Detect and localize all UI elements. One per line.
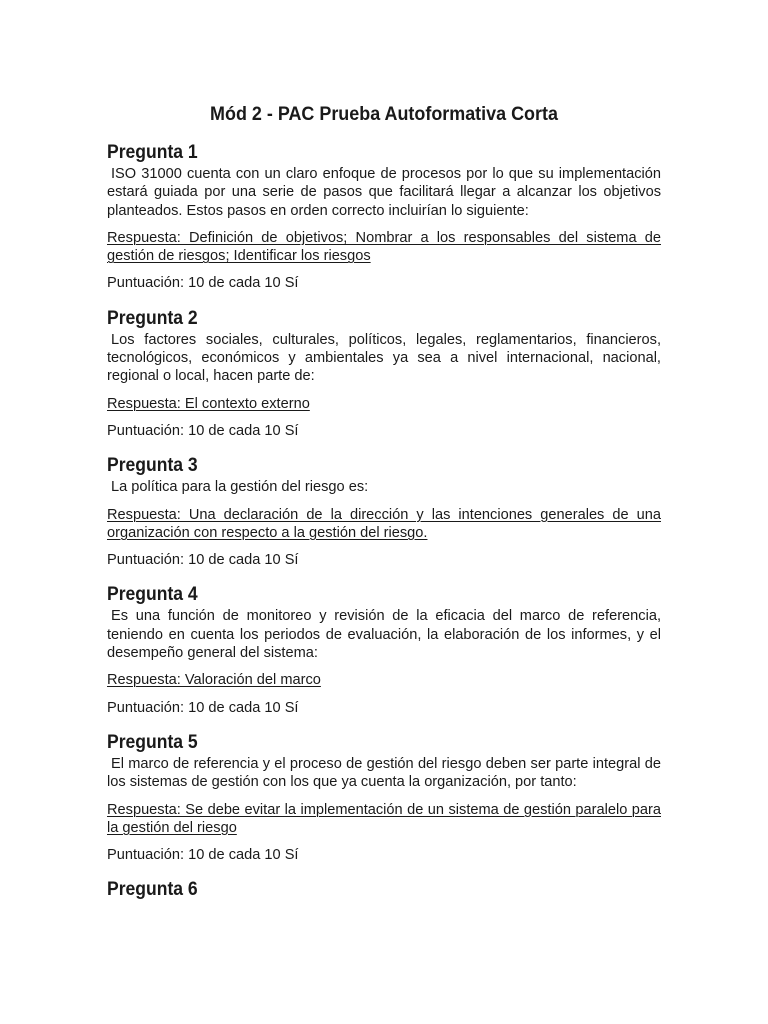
- document-page: [107, 100, 661, 902]
- question-block: [107, 582, 661, 716]
- question-block: [107, 306, 661, 440]
- question-text: Es una función de monitoreo y revisión de la eficacia del marco de referencia, teniendo en cuenta los periodos de evaluación, la elaboración de los informes, y el desempeño general del sistema:: [107, 608, 661, 662]
- question-text: El marco de referencia y el proceso de gestión del riesgo deben ser parte integral de los sistemas de gestión con los que ya cuenta la organización, por tanto:: [107, 755, 661, 791]
- question-score: Puntuación: 10 de cada 10 Sí: [107, 422, 299, 439]
- question-answer: Respuesta: Definición de objetivos; Nombrar a los responsables del sistema de gestión de riesgos; Identificar los riesgos: [107, 229, 661, 265]
- question-heading: Pregunta 4: [107, 583, 198, 606]
- question-answer: Respuesta: Una declaración de la dirección y las intenciones generales de una organización con respecto a la gestión del riesgo.: [107, 506, 661, 541]
- question-score: Puntuación: 10 de cada 10 Sí: [107, 699, 299, 716]
- question-answer: Respuesta: El contexto externo: [107, 395, 310, 412]
- question-answer: Respuesta: Valoración del marco: [107, 672, 321, 689]
- question-block: [107, 730, 661, 864]
- question-heading: Pregunta 6: [107, 878, 198, 901]
- question-block: [107, 877, 661, 901]
- question-score: Puntuación: 10 de cada 10 Sí: [107, 275, 299, 292]
- document-title: Mód 2 - PAC Prueba Autoformativa Corta: [210, 103, 558, 125]
- question-block: [107, 140, 661, 293]
- question-heading: Pregunta 1: [107, 141, 198, 163]
- question-answer: Respuesta: Se debe evitar la implementación de un sistema de gestión paralelo para la gestión del riesgo: [107, 801, 661, 836]
- question-heading: Pregunta 2: [107, 306, 198, 329]
- question-text: Los factores sociales, culturales, políticos, legales, reglamentarios, financieros, tecnológicos, económicos y ambientales ya sea a nivel internacional, nacional, regional o local, hacen parte de:: [107, 331, 661, 385]
- question-block: [107, 453, 661, 569]
- question-text: ISO 31000 cuenta con un claro enfoque de procesos por lo que su implementación estará guiada por una serie de pasos que facilitará llegar a alcanzar los objetivos planteados. Estos pasos en orden correcto incluirían lo siguiente:: [107, 166, 661, 219]
- question-heading: Pregunta 3: [107, 454, 198, 477]
- question-text: La política para la gestión del riesgo es:: [111, 479, 369, 496]
- question-score: Puntuación: 10 de cada 10 Sí: [107, 552, 299, 569]
- question-heading: Pregunta 5: [107, 730, 198, 753]
- question-score: Puntuación: 10 de cada 10 Sí: [107, 847, 299, 864]
